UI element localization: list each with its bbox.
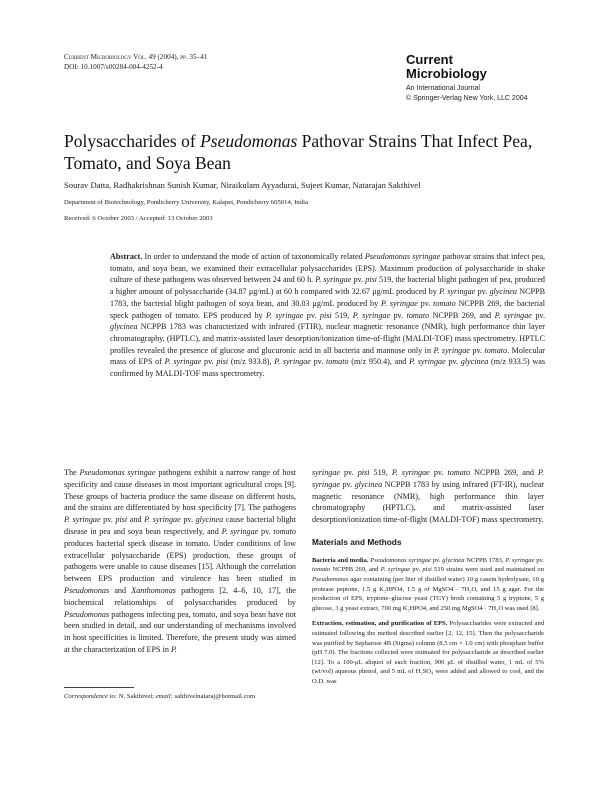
methods-bacteria-media: Bacteria and media. Pseudomonas syringae pv. glycinea NCPPB 1783, P. syringae pv. tomato NCPPB 269, and P. syringae pv. pisi 519 strains were used and maintained on Pseudomonas agar containing (per liter of distilled water) 10 g casein hydrolysate, 10 g protease peptone, 1.5 g K₂HPO4, 1.5 g of MgSO4 · 7H₂O, and 15 g agar. For the production of EPS, tryptone–glucose yeast (TGY) broth containing 5 g tryptone, 5 g glucose, 3 g yeast extract, 700 mg K₂HPO4, and 250 mg MgSO4 · 7H₂O was used [8]. xyxy=(312,556,544,612)
introduction-continuation: syringae pv. pisi 519, P. syringae pv. tomato NCPPB 269, and P. syringae pv. glycinea NCPPB 1783 by using infrared (FT-IR), nuclear magnetic resonance (NMR), high performance thin layer chromatography (HPTLC), and matrix-assisted laser desorption/ionization time-of-flight (MALDI-TOF) mass spectrometry. xyxy=(312,468,544,525)
body-left-column xyxy=(64,467,296,656)
journal-citation: Current Microbiology Vol. 49 (2004), pp. 35–41 xyxy=(64,53,208,61)
footnote-rule xyxy=(64,687,134,688)
brand-title-line2: Microbiology xyxy=(406,66,487,81)
article-title: Polysaccharides of Pseudomonas Pathovar Strains That Infect Pea, Tomato, and Soya Bean xyxy=(64,131,533,173)
brand-subtitle: An International Journal xyxy=(406,85,480,92)
doi: DOI: 10.1007/s00284-004-4252-4 xyxy=(64,63,163,71)
affiliation: Department of Biotechnology, Pondicherry University, Kalapet, Pondicherry 605014, India xyxy=(64,199,308,206)
run-in-heading: Bacteria and media. xyxy=(312,556,369,564)
methods-extraction: Extraction, estimation, and purification of EPS. Polysaccharides were extracted and estimated following the method described earlier [2, 12, 15]. Then the polysaccharide was purified by Sepharose 4B (Sigma) column (8.5 cm × 1.0 cm) with phosphate buffer (pH 7.0). The fractions collected were estimated for polysaccharide as described earlier [12]. To a 100-μL aliquot of each fraction, 900 μL of distilled water, 1 mL of 5% (wt/vol) aqueous phenol, and 5 mL of H₂SO₄ were added and allowed to cool, and the O.D. was xyxy=(312,620,544,685)
run-in-heading: Extraction, estimation, and purification of EPS. xyxy=(312,620,448,628)
brand-title-line1: Current xyxy=(406,52,453,67)
abstract-label: Abstract. xyxy=(110,252,143,261)
copyright: © Springer-Verlag New York, LLC 2004 xyxy=(406,95,528,102)
correspondence-footnote: Correspondence to: N. Sakthivel; email: salthivelnataraj@hotmail.com xyxy=(64,693,256,700)
introduction-paragraph: The Pseudomonas syringae pathogens exhibit a narrow range of host specificity and cause diseases in most important agricultural crops [9]. These groups of bacteria produce the same disease on different hosts, and the strains are differentiated by host specificity [7]. The pathogens P. syringae pv. pisi and P. syringae pv. glycinea cause bacterial blight disease in pea and soya bean respectively, and P. syringae pv. tomato produces bacterial speck disease in tomato. Under conditions of low extracellular polysaccharide (EPS) production, these groups of pathogens were unable to cause diseases [15]. Although the correlation between EPS production and virulence has been studied in Pseudomonas and Xanthomonas pathogens [2, 4–6, 10, 17], the biochemical relationships of polysaccharides produced by Pseudomonas pathogens infecting pea, tomato, and soya bean have not been studied in detail, and our understanding of mechanisms involved in host specificities is limited. Therefore, the present study was aimed at the characterization of EPS in P. xyxy=(64,468,296,654)
abstract: Abstract. In order to understand the mode of action of taxonomically related Pseudomonas syringae pathovar strains that infect pea, tomato, and soya bean, we examined their extracellular polysaccharides (EPS). Maximum production of polysaccharide in shake culture of these pathogens was observed between 24 and 60 h. P. syringae pv. pisi 519, the bacterial blight pathogen of pea, produced a higher amount of polysaccharide (34.87 μg/mL) at 60 h compared with 32.67 μg/mL produced by P. syringae pv. glycinea NCPPB 1783, the bacterial blight pathogen of soya bean, and 30.03 μg/mL produced by P. syringae pv. tomato NCPPB 269, the bacterial speck pathogen of tomato. EPS produced by P. syringae pv. pisi 519, P. syringae pv. tomato NCPPB 269, and P. syringae pv. glycinea NCPPB 1783 was characterized with infrared (FTIR), nuclear magnetic resonance (NMR), high performance thin layer chromatography, (HPTLC), and matrix-assisted laser desorption/ionization time-of-flight (MALDI-TOF) mass spectrometry. HPTLC profiles revealed the presence of glucose and glucuronic acid in all bacteria and mannose only in P. syringae pv. tomato. Molecular mass of EPS of P. syringae pv. pisi (m/z 933.8), P. syringae pv. tomato (m/z 950.4), and P. syringae pv. glycinea (m/z 933.5) was confirmed by MALDI-TOF mass spectrometry. xyxy=(110,252,546,379)
section-heading: Materials and Methods xyxy=(312,536,402,547)
journal-header xyxy=(64,52,207,72)
correspondence-email: salthivelnataraj@hotmail.com xyxy=(172,693,256,700)
body-right-column xyxy=(312,467,544,687)
received-accepted-dates: Received: 6 October 2003 / Accepted: 13 October 2003 xyxy=(64,215,213,222)
journal-brand xyxy=(406,53,546,104)
author-list: Sourav Datta, Radhakrishnan Sunish Kumar, Niraikulam Ayyadurai, Sujeet Kumar, Natarajan Sakthivel xyxy=(64,180,421,190)
